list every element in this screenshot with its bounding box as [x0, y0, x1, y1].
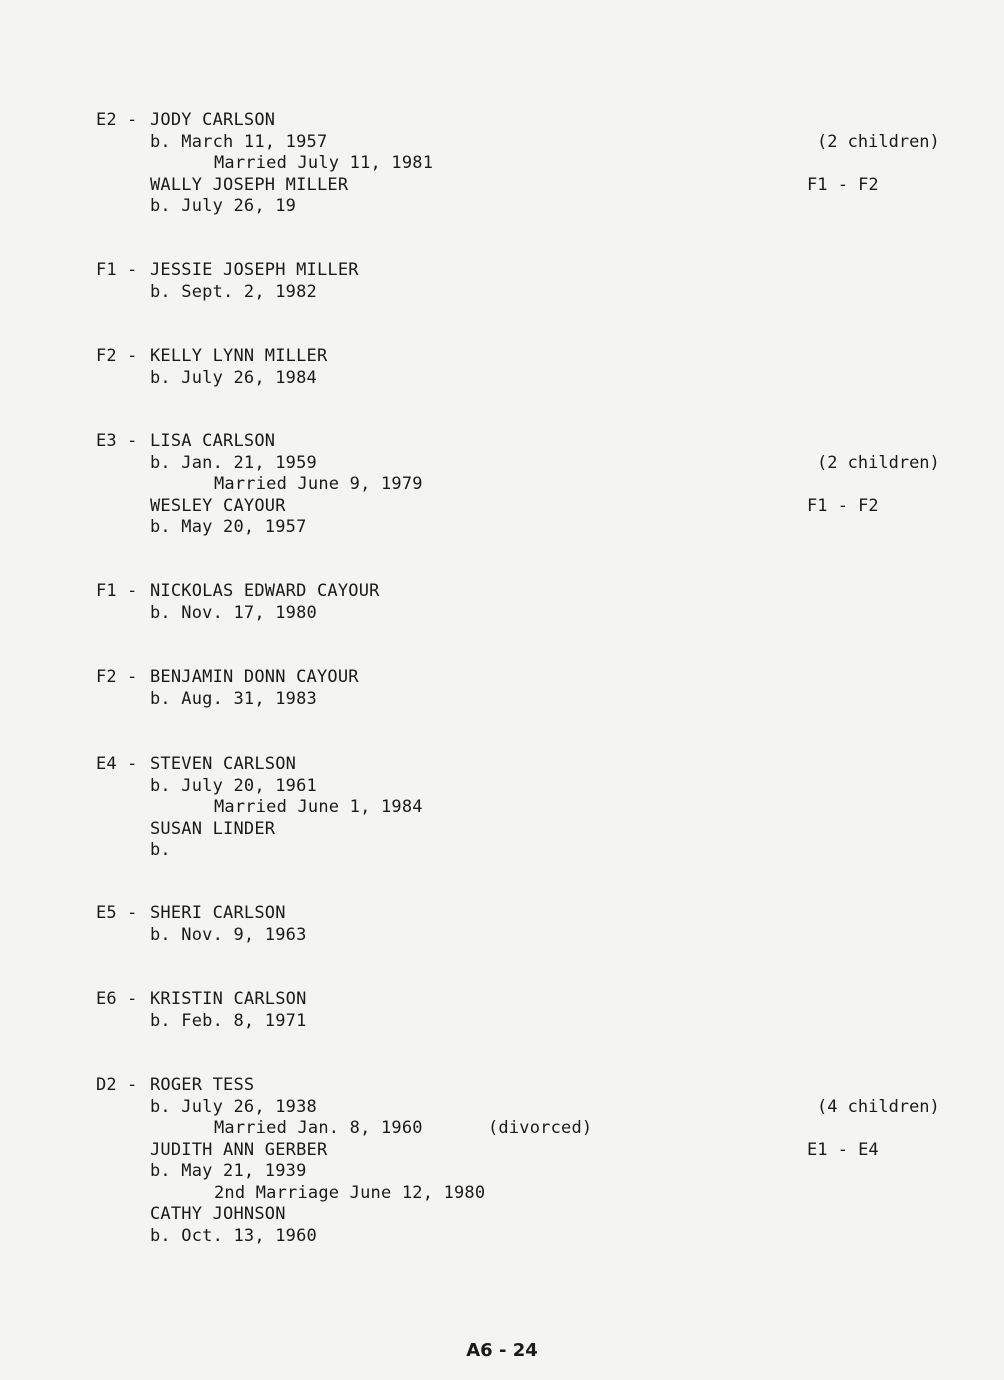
entry-born: b. July 26, 1938: [150, 1096, 317, 1117]
entry-separator: -: [127, 754, 138, 774]
entry-code: F2: [96, 346, 117, 366]
entry-separator: -: [127, 667, 138, 687]
entry-name: STEVEN CARLSON: [150, 754, 297, 774]
entry-second-spouse: CATHY JOHNSON: [150, 1204, 286, 1224]
entry-separator: -: [127, 110, 138, 130]
children-note: [776, 1075, 940, 1204]
entry-spouse: WESLEY CAYOUR: [150, 495, 286, 516]
children-count: (2 children): [816, 452, 940, 473]
entry-code: D2: [96, 1075, 117, 1095]
entry-name: LISA CARLSON: [150, 431, 276, 451]
entry-separator: -: [127, 581, 138, 601]
entry-married: Married June 9, 1979: [214, 474, 423, 494]
entry-separator: -: [127, 903, 138, 923]
entry-spouse: WALLY JOSEPH MILLER: [150, 174, 349, 195]
entry-name: SHERI CARLSON: [150, 903, 286, 923]
entry-spouse: JUDITH ANN GERBER: [150, 1139, 328, 1160]
entry-born: b. Aug. 31, 1983: [150, 688, 317, 709]
entry-born: b. July 20, 1961: [150, 775, 317, 796]
entry-separator: -: [127, 346, 138, 366]
children-range: F1 - F2: [807, 495, 879, 516]
entry-code: F1: [96, 581, 117, 601]
entry-spouse-born: b. May 21, 1939: [150, 1161, 307, 1181]
children-note: [776, 431, 940, 560]
entry-code: E5: [96, 903, 117, 923]
children-count: (4 children): [816, 1096, 940, 1117]
entry-born: b. March 11, 1957: [150, 131, 328, 152]
entry-spouse: SUSAN LINDER: [150, 818, 276, 839]
children-count: (2 children): [816, 131, 940, 152]
entry-spouse-born: b.: [150, 840, 171, 860]
entry-name: KELLY LYNN MILLER: [150, 346, 328, 366]
entry-code: E3: [96, 431, 117, 451]
children-note: [776, 110, 940, 239]
entry-born: b. Feb. 8, 1971: [150, 1010, 307, 1031]
entry-second-marriage: 2nd Marriage June 12, 1980: [214, 1182, 486, 1203]
entry-code: E2: [96, 110, 117, 130]
entry-second-spouse-born: b. Oct. 13, 1960: [150, 1225, 317, 1246]
entry-spouse-born: b. July 26, 19: [150, 196, 297, 216]
entry-name: JESSIE JOSEPH MILLER: [150, 260, 359, 280]
entry-born: b. Jan. 21, 1959: [150, 452, 317, 473]
children-range: E1 - E4: [807, 1139, 879, 1160]
entry-separator: -: [127, 431, 138, 451]
entry-name: KRISTIN CARLSON: [150, 989, 307, 1009]
entry-married: Married July 11, 1981: [214, 153, 434, 173]
entry-spouse-born: b. May 20, 1957: [150, 517, 307, 537]
entry-code: E4: [96, 754, 117, 774]
entry-name: ROGER TESS: [150, 1075, 255, 1095]
entry-separator: -: [127, 989, 138, 1009]
entry-separator: -: [127, 260, 138, 280]
divorced-note: (divorced): [488, 1118, 593, 1138]
page-number: A6 - 24: [466, 1340, 538, 1361]
entry-married: Married Jan. 8, 1960: [214, 1118, 423, 1138]
entry-born: b. Sept. 2, 1982: [150, 281, 317, 302]
entry-born: b. Nov. 9, 1963: [150, 924, 307, 945]
entry-name: JODY CARLSON: [150, 110, 276, 130]
entry-name: NICKOLAS EDWARD CAYOUR: [150, 581, 380, 601]
entry-code: F2: [96, 667, 117, 687]
entry-name: BENJAMIN DONN CAYOUR: [150, 667, 359, 687]
entry-code: F1: [96, 260, 117, 280]
children-range: F1 - F2: [807, 174, 879, 195]
entry-married: Married June 1, 1984: [214, 797, 423, 817]
entry-born: b. Nov. 17, 1980: [150, 602, 317, 623]
entry-code: E6: [96, 989, 117, 1009]
entry-born: b. July 26, 1984: [150, 367, 317, 388]
entry-separator: -: [127, 1075, 138, 1095]
